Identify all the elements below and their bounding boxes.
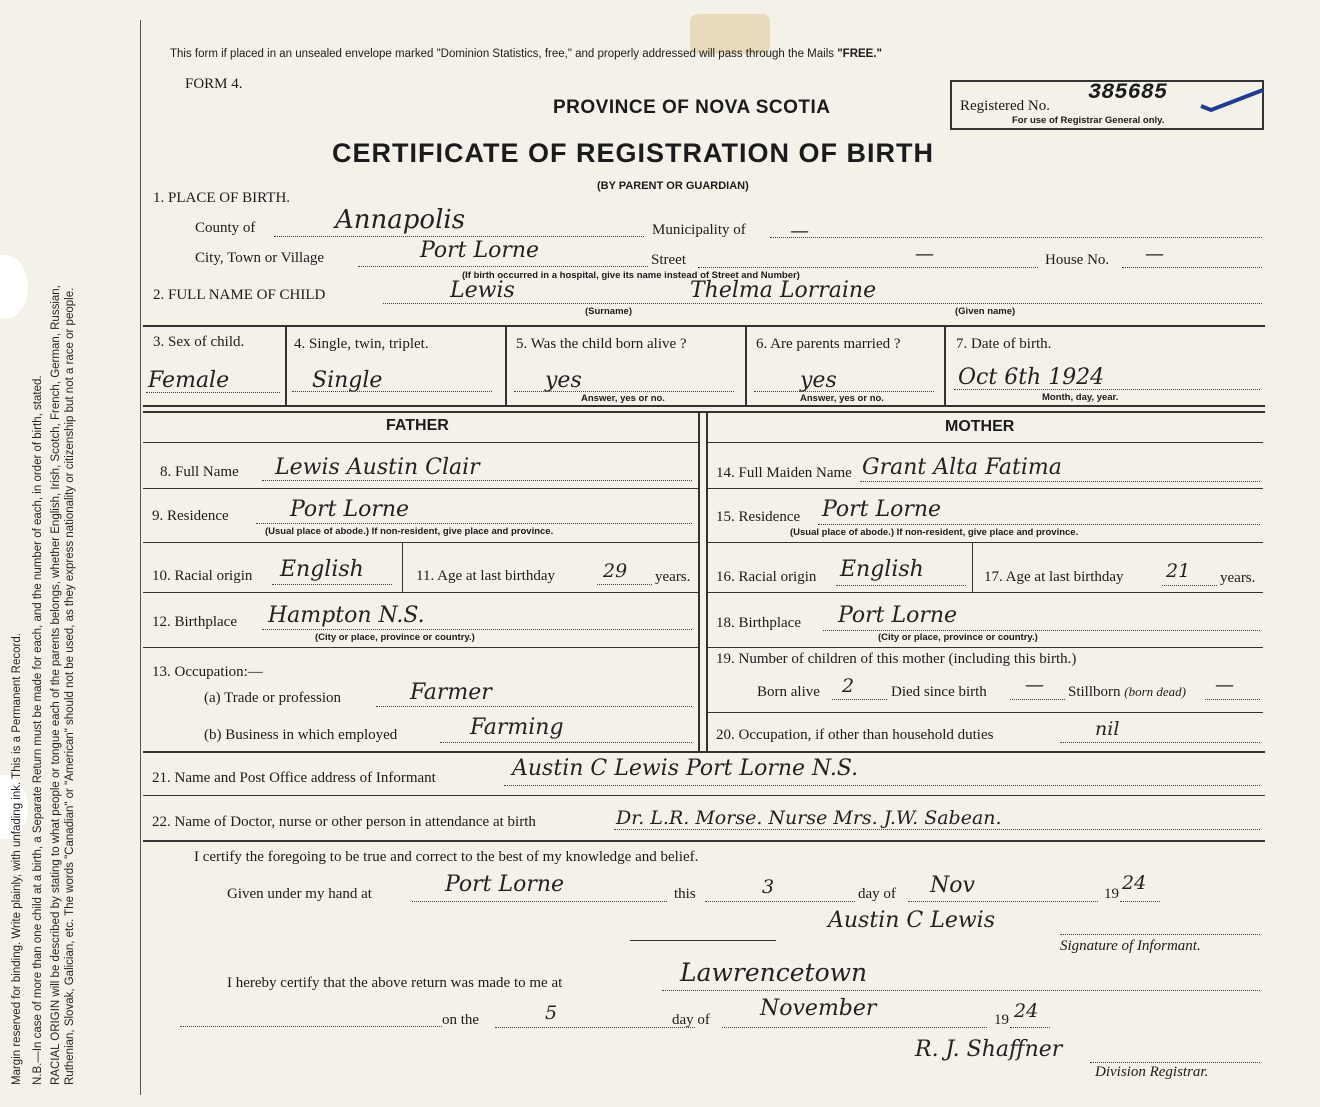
mail-notice: This form if placed in an unsealed envelope marked "Dominion Statistics, free," and properly addressed will pass through the Mails "FREE." xyxy=(170,48,882,60)
alive-value: yes xyxy=(545,368,582,393)
alive-label: 5. Was the child born alive ? xyxy=(516,336,687,352)
married-value: yes xyxy=(800,368,837,393)
margin-line-2: N.B.—In case of more than one child at a birth, a Separate Return must be made for each, and the number of each, in order of birth, stated. xyxy=(32,375,44,1085)
mother-race-value: English xyxy=(840,557,924,582)
certify-dayof-label: day of xyxy=(858,886,896,902)
died-label: Died since birth xyxy=(891,684,987,700)
registrar-day-value: 5 xyxy=(545,1002,558,1024)
registered-box xyxy=(950,80,1264,130)
registrar-month-value: November xyxy=(760,996,877,1021)
registrar-on-label: on the xyxy=(442,1012,480,1028)
father-business-label: (b) Business in which employed xyxy=(204,727,398,743)
mother-occupation-value: nil xyxy=(1095,718,1120,740)
registrar-place-value: Lawrencetown xyxy=(680,958,868,987)
married-label: 6. Are parents married ? xyxy=(756,336,901,352)
father-residence-label: 9. Residence xyxy=(152,508,229,524)
married-note: Answer, yes or no. xyxy=(800,393,884,404)
house-label: House No. xyxy=(1045,252,1110,268)
check-mark-icon xyxy=(1197,84,1267,114)
born-alive-value: 2 xyxy=(842,675,855,697)
mother-age-label: 17. Age at last birthday xyxy=(984,569,1124,585)
mother-birthplace-note: (City or place, province or country.) xyxy=(878,632,1038,643)
this-label: this xyxy=(674,886,696,902)
dob-value: Oct 6th 1924 xyxy=(958,365,1105,390)
hospital-note: (If birth occurred in a hospital, give its name instead of Street and Number) xyxy=(462,270,800,281)
registrar-signature: R. J. Shaffner xyxy=(915,1037,1063,1062)
father-age-label: 11. Age at last birthday xyxy=(416,568,555,584)
registrar-note: For use of Registrar General only. xyxy=(1012,115,1165,126)
plurality-value: Single xyxy=(312,368,383,393)
sex-label: 3. Sex of child. xyxy=(153,334,245,350)
form-number: FORM 4. xyxy=(185,76,243,92)
mother-birthplace-value: Port Lorne xyxy=(838,603,958,628)
father-residence-value: Port Lorne xyxy=(290,497,410,522)
house-value: — xyxy=(1145,243,1164,265)
father-birthplace-label: 12. Birthplace xyxy=(152,614,237,630)
mother-heading: MOTHER xyxy=(945,418,1015,435)
municipality-label: Municipality of xyxy=(652,222,746,238)
father-race-label: 10. Racial origin xyxy=(152,568,253,584)
child-name-label: 2. FULL NAME OF CHILD xyxy=(153,287,326,303)
father-occupation-label: 13. Occupation:— xyxy=(152,664,263,680)
registrar-dayof-label: day of xyxy=(672,1012,710,1028)
informant-signature-label: Signature of Informant. xyxy=(1060,938,1201,954)
dob-label: 7. Date of birth. xyxy=(956,336,1052,352)
street-label: Street xyxy=(651,252,686,268)
mother-race-label: 16. Racial origin xyxy=(716,569,817,585)
province-heading: PROVINCE OF NOVA SCOTIA xyxy=(553,97,831,118)
mother-occupation-label: 20. Occupation, if other than household duties xyxy=(716,727,994,743)
registrar-signature-label: Division Registrar. xyxy=(1095,1064,1209,1080)
certify-year-prefix: 19 xyxy=(1104,886,1119,902)
informant-signature: Austin C Lewis xyxy=(828,908,995,933)
given-place-value: Port Lorne xyxy=(445,872,565,897)
doctor-label: 22. Name of Doctor, nurse or other person in attendance at birth xyxy=(152,814,536,830)
given-under-label: Given under my hand at xyxy=(227,886,372,902)
margin-line-3: RACIAL ORIGIN will be described by stating to what people or tongue each of the parents belongs, whether English, Irish, Scotch, French, German, Russian, xyxy=(50,285,62,1085)
certify-text: I certify the foregoing to be true and correct to the best of my knowledge and belief. xyxy=(194,849,699,865)
doctor-value: Dr. L.R. Morse. Nurse Mrs. J.W. Sabean. xyxy=(616,807,1002,829)
mother-years-label: years. xyxy=(1220,570,1256,586)
margin-line-1: Margin reserved for binding. Write plainly, with unfading ink. This is a Permanent Record. xyxy=(11,633,23,1085)
registrar-year-prefix: 19 xyxy=(994,1012,1009,1028)
margin-notes xyxy=(10,25,77,1085)
registered-label: Registered No. xyxy=(960,98,1050,114)
municipality-value: — xyxy=(790,220,809,242)
mother-residence-label: 15. Residence xyxy=(716,509,801,525)
mother-residence-note: (Usual place of abode.) If non-resident, give place and province. xyxy=(790,527,1079,538)
registered-number: 385685 xyxy=(1088,80,1168,105)
father-years-label: years. xyxy=(655,569,691,585)
surname-note: (Surname) xyxy=(585,306,632,317)
mother-birthplace-label: 18. Birthplace xyxy=(716,615,801,631)
father-residence-note: (Usual place of abode.) If non-resident, give place and province. xyxy=(265,526,554,537)
registrar-text: I hereby certify that the above return was made to me at xyxy=(227,975,563,991)
father-business-value: Farming xyxy=(470,715,564,740)
father-age-value: 29 xyxy=(603,560,628,582)
informant-label: 21. Name and Post Office address of Informant xyxy=(152,770,436,786)
page-subtitle: (BY PARENT OR GUARDIAN) xyxy=(597,180,749,192)
plurality-label: 4. Single, twin, triplet. xyxy=(294,336,429,352)
page-title: CERTIFICATE OF REGISTRATION OF BIRTH xyxy=(332,138,934,168)
child-surname: Lewis xyxy=(450,278,515,303)
father-name-value: Lewis Austin Clair xyxy=(275,455,480,480)
alive-note: Answer, yes or no. xyxy=(581,393,665,404)
father-heading: FATHER xyxy=(386,417,449,434)
mother-age-value: 21 xyxy=(1166,560,1191,582)
registrar-year-value: 24 xyxy=(1014,1000,1039,1022)
certify-day-value: 3 xyxy=(762,876,775,898)
mother-name-label: 14. Full Maiden Name xyxy=(716,465,852,481)
street-value: — xyxy=(915,243,934,265)
city-value: Port Lorne xyxy=(420,238,540,263)
father-birthplace-note: (City or place, province or country.) xyxy=(315,632,475,643)
given-note: (Given name) xyxy=(955,306,1016,317)
margin-border xyxy=(140,20,141,1095)
county-value: Annapolis xyxy=(335,205,466,235)
father-trade-label: (a) Trade or profession xyxy=(204,690,342,706)
dob-note: Month, day, year. xyxy=(1042,392,1119,403)
died-value: — xyxy=(1025,674,1044,696)
stillborn-label: Stillborn (born dead) xyxy=(1068,684,1187,700)
city-label: City, Town or Village xyxy=(195,250,325,266)
child-given-name: Thelma Lorraine xyxy=(690,278,877,303)
father-trade-value: Farmer xyxy=(410,680,492,705)
informant-value: Austin C Lewis Port Lorne N.S. xyxy=(512,756,859,781)
certify-year-value: 24 xyxy=(1122,872,1147,894)
certify-month-value: Nov xyxy=(930,873,975,898)
place-heading: 1. PLACE OF BIRTH. xyxy=(153,190,291,206)
mother-residence-value: Port Lorne xyxy=(822,497,942,522)
father-name-label: 8. Full Name xyxy=(160,464,239,480)
mother-name-value: Grant Alta Fatima xyxy=(862,455,1062,480)
sex-value: Female xyxy=(148,368,230,393)
born-alive-label: Born alive xyxy=(757,684,820,700)
father-birthplace-value: Hampton N.S. xyxy=(268,603,425,628)
father-race-value: English xyxy=(280,557,364,582)
mother-children-label: 19. Number of children of this mother (including this birth.) xyxy=(716,651,1077,667)
stillborn-value: — xyxy=(1215,674,1234,696)
county-label: County of xyxy=(195,220,256,236)
margin-line-4: Ruthenian, Slovak, Galician, etc. The words "Canadian" or "American" should not be used, as they express nationality or citizenship but not a race or people. xyxy=(64,287,76,1085)
